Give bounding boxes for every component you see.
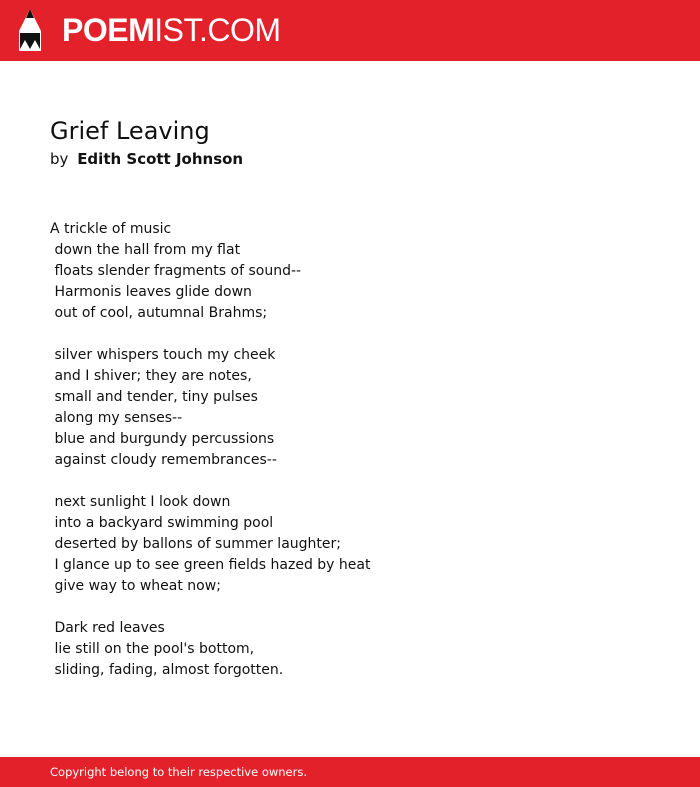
site-header xyxy=(0,0,700,61)
pencil-tip-icon[interactable] xyxy=(18,9,42,51)
poem-body: A trickle of music down the hall from my flat floats slender fragments of sound-- Harmonis leaves glide down out of cool, autumnal Brahms; silver whispers touch my cheek and I shiver; they are notes, small and tender, tiny pulses along my senses-- blue and burgundy percussions against cloudy remembrances-- next sunlight I look down into a backyard swimming pool deserted by ballons of summer laughter; I glance up to see green fields hazed by heat give way to wheat now; Dark red leaves lie still on the pool's bottom, sliding, fading, almost forgotten. xyxy=(50,221,371,678)
author-name: Edith Scott Johnson xyxy=(77,150,244,168)
by-label: by xyxy=(50,150,69,168)
byline xyxy=(50,149,243,169)
brand-light: IST.COM xyxy=(154,12,281,48)
poem-title: Grief Leaving xyxy=(50,117,210,145)
site-logo[interactable] xyxy=(62,11,281,49)
brand-bold: POEM xyxy=(62,12,155,48)
copyright-text: Copyright belong to their respective owners. xyxy=(50,765,308,779)
site-footer xyxy=(0,757,700,787)
